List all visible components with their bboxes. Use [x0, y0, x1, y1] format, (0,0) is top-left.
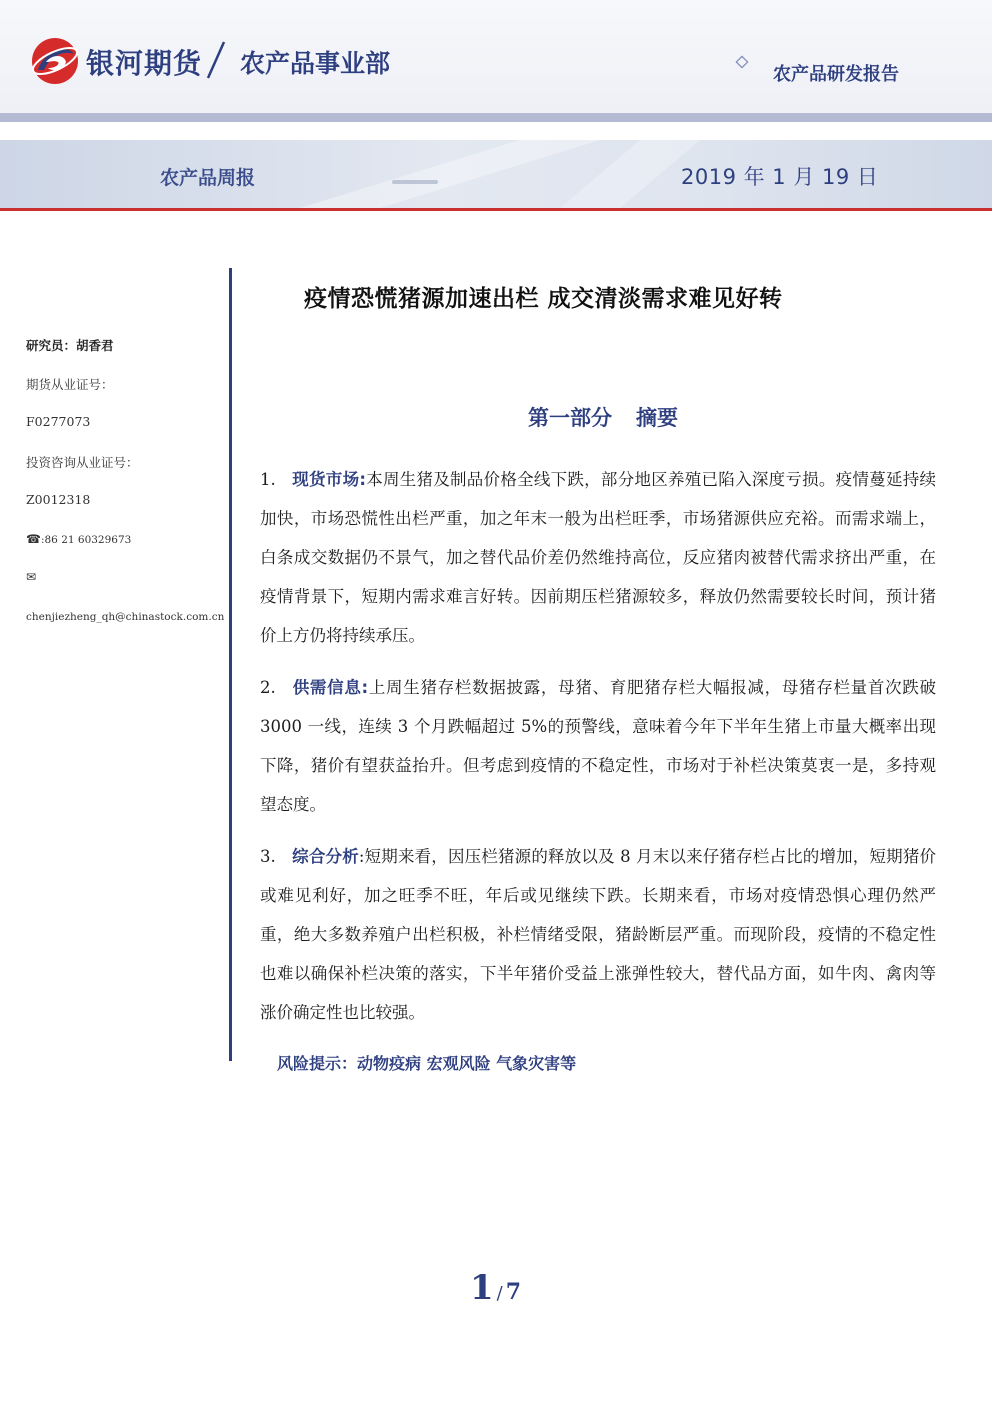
accent-rule: [0, 208, 992, 211]
report-info-band: [0, 140, 992, 208]
email-address[interactable]: chenjiezheng_qh@chinastock.com.cn: [26, 611, 225, 623]
page-separator: /: [496, 1283, 503, 1304]
futures-cert-number: F0277073: [26, 414, 91, 429]
phone-icon: ☎: [26, 532, 41, 546]
consult-cert-label: 投资咨询从业证号：: [26, 455, 139, 470]
article-title: 疫情恐慌猪源加速出栏 成交清淡需求难见好转: [304, 286, 783, 312]
paragraph-text: 上周生猪存栏数据披露，母猪、育肥猪存栏大幅报减，母猪存栏量首次跌破 3000 一线，连续 3 个月跌幅超过 5%的预警线，意味着今年下半年生猪上市量大概率出现下降，猪价有望获益抬升。但考虑到疫情的不稳定性，市场对于补栏决策莫衷一是，多持观望态度。: [260, 678, 936, 814]
paragraph-number: 1.: [260, 470, 276, 489]
paragraph-number: 3.: [260, 847, 276, 866]
section-name: 摘要: [636, 406, 678, 430]
phone-number[interactable]: :86 21 60329673: [40, 534, 132, 546]
paragraph-keyword: 供需信息:: [292, 678, 369, 697]
paragraph-number: 2.: [260, 678, 276, 697]
report-type: 农产品研发报告: [773, 64, 899, 85]
risk-warning: 风险提示：动物疫病 宏观风险 气象灾害等: [277, 1054, 577, 1073]
page-total: 7: [505, 1279, 522, 1305]
section-part: 第一部分: [528, 406, 612, 430]
email-row: [26, 569, 36, 584]
phone-row: [26, 532, 131, 546]
paragraph-text: :短期来看，因压栏猪源的释放以及 8 月末以来仔猪存栏占比的增加，短期猪价或难见利好，加之旺季不旺，年后或见继续下跌。长期来看，市场对疫情恐惧心理仍然严重，绝大多数养殖户出栏积极，补栏情绪受限，猪龄断层严重。而现阶段，疫情的不稳定性也难以确保补栏决策的落实，下半年猪价受益上涨弹性较大，替代品方面，如牛肉、禽肉等涨价确定性也比较强。: [260, 847, 937, 1022]
brand-name: 银河期货: [86, 47, 203, 80]
summary-paragraph-3: [260, 837, 936, 1032]
paragraph-keyword: 综合分析: [292, 847, 359, 866]
sidebar-divider: [229, 268, 232, 1061]
weekly-report-title: 农产品周报: [160, 167, 256, 189]
futures-cert-label: 期货从业证号：: [26, 377, 114, 392]
paragraph-keyword: 现货市场:: [292, 470, 366, 489]
summary-paragraph-2: [260, 668, 936, 824]
header-rule: [0, 113, 992, 122]
decorative-line: [552, 55, 752, 71]
paragraph-text: 本周生猪及制品价格全线下跌，部分地区养殖已陷入深度亏损。疫情蔓延持续加快，市场恐慌性出栏严重，加之年末一般为出栏旺季，市场猪源供应充裕。而需求端上，白条成交数据仍不景气，加之替代品价差仍然维持高位，反应猪肉被替代需求挤出严重，在疫情背景下，短期内需求难言好转。因前期压栏猪源较多，释放仍然需要较长时间，预计猪价上方仍将持续承压。: [260, 470, 936, 645]
report-date: 2019 年 1 月 19 日: [681, 165, 879, 189]
page-current: 1: [470, 1268, 494, 1308]
division-name: 农产品事业部: [240, 49, 391, 78]
envelope-icon: ✉: [26, 570, 37, 584]
researcher-name: 研究员：胡香君: [26, 338, 114, 353]
page-number: [470, 1268, 521, 1308]
header-band: [0, 0, 992, 113]
summary-paragraph-1: [260, 460, 936, 655]
section-heading: [528, 402, 678, 432]
consult-cert-number: Z0012318: [26, 492, 91, 507]
galaxy-logo-icon: [30, 36, 80, 86]
divider-slash: [204, 40, 228, 80]
